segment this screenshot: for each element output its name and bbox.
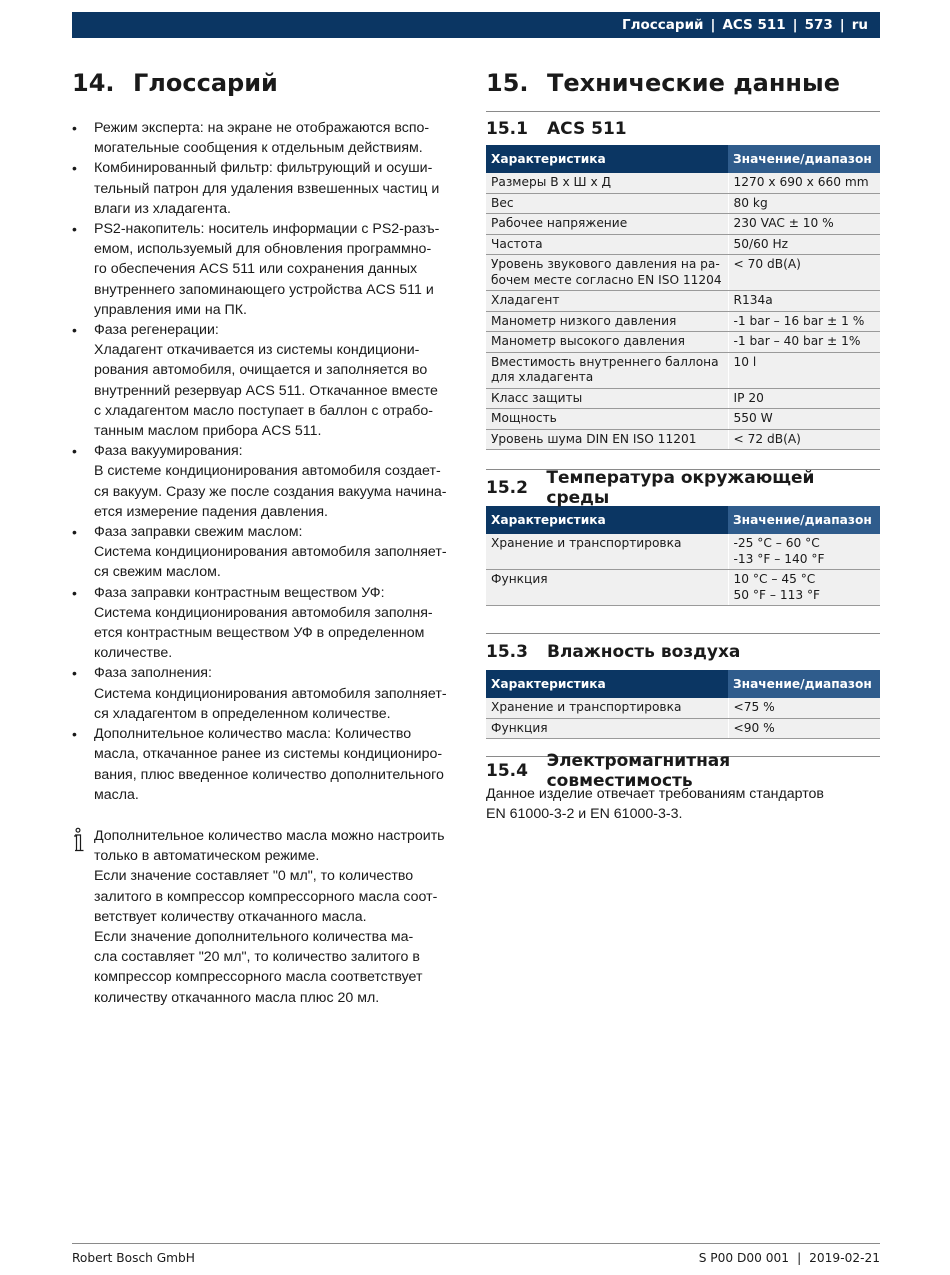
glossary-item-line: • Дополнительное количество масла: Количество (94, 726, 412, 743)
section-title: Температура окружающей среды (546, 468, 815, 508)
glossary-item-line: управления ими на ПК. (94, 301, 247, 318)
glossary-item-line: ся свежим маслом. (94, 564, 221, 581)
cell-characteristic (486, 173, 728, 193)
cell-value (728, 388, 880, 409)
section-heading-15-3 (486, 634, 880, 670)
cell-value (728, 173, 880, 193)
glossary-item-line: ся вакуум. Сразу же после создания вакуума начина- (94, 483, 447, 500)
glossary-item (72, 441, 468, 522)
glossary-item-line: могательные сообщения к отдельным действиям. (94, 140, 423, 157)
glossary-item-line: с хладагентом масло поступает в баллон с отрабо- (94, 402, 434, 419)
info-note (72, 826, 468, 1008)
glossary-item-line: масла. (94, 786, 139, 803)
glossary-item-line: • Фаза регенерации: (94, 322, 219, 339)
cell-text: 10 l (733, 354, 757, 369)
cell-text: -25 °C – 60 °C (733, 536, 820, 550)
header-page-number: 573 (804, 17, 833, 33)
cell-text: Вес (491, 195, 514, 210)
cell-text: Вместимость внутреннего баллона (491, 354, 719, 369)
chapter-number: 14. (72, 69, 115, 97)
column-header-value: Значение/диапазон (728, 145, 880, 173)
cell-text: <90 % (733, 720, 775, 735)
cell-characteristic (486, 429, 728, 450)
glossary-item-line: ется измерение падения давления. (94, 503, 328, 520)
cell-value (728, 570, 880, 606)
table-row (486, 388, 880, 409)
glossary-item-line: В системе кондиционирования автомобиля создает- (94, 463, 441, 480)
chapter-title: Технические данные (547, 69, 840, 97)
glossary-item (72, 118, 468, 158)
note-line: сла составляет "20 мл", то количество залитого в (94, 949, 420, 966)
cell-text: -1 bar – 16 bar ± 1 % (733, 313, 865, 328)
cell-text: 80 kg (733, 195, 768, 210)
table-row (486, 534, 880, 570)
table-row (486, 234, 880, 255)
table-row (486, 255, 880, 291)
cell-value (728, 698, 880, 718)
spec-table-air-humidity (486, 670, 880, 739)
info-icon (72, 827, 88, 853)
cell-characteristic (486, 214, 728, 235)
cell-characteristic (486, 291, 728, 312)
glossary-item-line: • Фаза заполнения: (94, 665, 212, 682)
glossary-item (72, 663, 468, 724)
cell-value (728, 718, 880, 739)
spec-table-acs511 (486, 145, 880, 450)
cell-value (728, 193, 880, 214)
table-row (486, 173, 880, 193)
table-row (486, 718, 880, 739)
glossary-item-line: влаги из хладагента. (94, 200, 231, 217)
column-header-characteristic: Характеристика (486, 145, 728, 173)
glossary-list (72, 118, 468, 805)
glossary-item-line: вания, плюс введенное количество дополнительного (94, 766, 444, 783)
table-row (486, 214, 880, 235)
cell-text: Хладагент (491, 293, 560, 307)
cell-text: <75 % (733, 700, 775, 714)
cell-text: 230 VAC ± 10 % (733, 216, 834, 230)
cell-text: 1270 x 690 x 660 mm (733, 175, 869, 189)
glossary-item-line: внутренний резервуар ACS 511. Откачанное вместе (94, 382, 438, 399)
cell-value (728, 409, 880, 430)
cell-text: 50/60 Hz (733, 236, 789, 251)
cell-text: IP 20 (733, 390, 764, 405)
glossary-item (72, 219, 468, 320)
section-number: 15.4 (486, 760, 528, 781)
section-number: 15.1 (486, 118, 528, 139)
cell-text: Мощность (491, 411, 557, 425)
footer-company: Robert Bosch GmbH (72, 1251, 195, 1265)
table-row (486, 570, 880, 606)
cell-characteristic (486, 255, 728, 291)
table-row (486, 332, 880, 353)
header-product: ACS 511 (722, 17, 786, 33)
glossary-item-line: емом, используемый для обновления программно- (94, 241, 432, 258)
section-heading-15-1 (486, 112, 880, 145)
section-title: Электромагнитная совместимость (546, 750, 731, 791)
cell-value (728, 352, 880, 388)
cell-text: Размеры В x Ш x Д (491, 175, 612, 189)
cell-text: Класс защиты (491, 390, 583, 405)
cell-value (728, 534, 880, 570)
glossary-item-line: танным маслом прибора ACS 511. (94, 423, 322, 440)
header-language: ru (851, 17, 868, 33)
column-header-value: Значение/диапазон (728, 670, 880, 698)
glossary-item-line: внутреннего запоминающего устройства ACS 511 и (94, 281, 434, 298)
table-row (486, 193, 880, 214)
note-line: ветствует количеству откачанного масла. (94, 908, 367, 925)
cell-characteristic (486, 352, 728, 388)
glossary-item (72, 320, 468, 441)
cell-text: Рабочее напряжение (491, 216, 628, 230)
info-note-text (94, 826, 468, 1008)
glossary-item (72, 158, 468, 219)
cell-text: Уровень шума DIN EN ISO 11201 (491, 431, 697, 446)
glossary-item-line: го обеспечения ACS 511 или сохранения данных (94, 261, 418, 278)
table-header-row (486, 670, 880, 698)
note-line: залитого в компрессор компрессорного масла соот- (94, 888, 438, 905)
cell-value (728, 332, 880, 353)
cell-text: R134a (733, 293, 773, 307)
note-line: Если значение дополнительного количества ма- (94, 928, 414, 945)
cell-text: Функция (491, 572, 548, 586)
glossary-item-line: • PS2-накопитель: носитель информации с PS2-разъ- (94, 221, 440, 238)
table-row (486, 698, 880, 718)
cell-value (728, 311, 880, 332)
emc-statement (486, 784, 880, 824)
section-number: 15.3 (486, 642, 528, 662)
glossary-item-line: • Фаза вакуумирования: (94, 443, 243, 460)
header-section: Глоссарий (622, 17, 704, 33)
cell-text: бочем месте согласно EN ISO 11204 (491, 272, 722, 287)
glossary-item (72, 724, 468, 805)
footer-divider (72, 1243, 880, 1244)
footer-separator: | (797, 1251, 802, 1265)
table-row (486, 311, 880, 332)
cell-text: 10 °C – 45 °C (733, 572, 816, 586)
column-header-characteristic: Характеристика (486, 670, 728, 698)
note-line: только в автоматическом режиме. (94, 848, 320, 865)
cell-text: Манометр высокого давления (491, 334, 685, 348)
cell-value (728, 429, 880, 450)
cell-characteristic (486, 388, 728, 409)
header-separator: | (792, 17, 798, 33)
section-title: Влажность воздуха (547, 642, 741, 662)
glossary-item-line: • Комбинированный фильтр: фильтрующий и осуши- (94, 160, 433, 177)
glossary-item-line: Хладагент откачивается из системы кондициони- (94, 342, 420, 359)
cell-text: < 72 dB(A) (733, 431, 801, 446)
chapter-number: 15. (486, 69, 529, 97)
cell-value (728, 234, 880, 255)
table-row (486, 291, 880, 312)
glossary-heading (72, 64, 468, 102)
cell-text: Манометр низкого давления (491, 313, 677, 328)
glossary-item-line: • Режим эксперта: на экране не отображаются вспо- (94, 120, 430, 136)
glossary-item (72, 522, 468, 583)
cell-text: 550 W (733, 411, 773, 425)
cell-text: -13 °F – 140 °F (733, 551, 825, 566)
cell-text: < 70 dB(A) (733, 257, 801, 271)
table-row (486, 409, 880, 430)
cell-characteristic (486, 718, 728, 739)
glossary-item-line: масла, откачанное ранее из системы кондициониро- (94, 746, 443, 763)
note-line: количеству откачанного масла плюс 20 мл. (94, 989, 380, 1006)
chapter-title: Глоссарий (133, 69, 278, 97)
cell-text: для хладагента (491, 370, 594, 384)
cell-characteristic (486, 193, 728, 214)
note-line: Дополнительное количество масла можно настроить (94, 827, 445, 844)
cell-characteristic (486, 570, 728, 606)
cell-text: Функция (491, 720, 548, 735)
glossary-item-line: Система кондиционирования автомобиля заполня- (94, 604, 433, 621)
glossary-item-line: • Фаза заправки контрастным веществом УФ: (94, 584, 385, 601)
cell-text: 50 °F – 113 °F (733, 587, 821, 602)
spec-table-ambient-temperature (486, 506, 880, 606)
cell-characteristic (486, 234, 728, 255)
text-line: Данное изделие отвечает требованиям стандартов (486, 786, 824, 802)
footer-date: 2019-02-21 (809, 1251, 880, 1265)
table-row (486, 429, 880, 450)
glossary-item-line: • Фаза заправки свежим маслом: (94, 524, 303, 541)
glossary-item-line: Система кондиционирования автомобиля заполняет- (94, 544, 447, 561)
cell-text: Хранение и транспортировка (491, 700, 682, 714)
table-row (486, 352, 880, 388)
cell-text: Частота (491, 236, 543, 251)
page-header-bar (72, 12, 880, 38)
header-separator: | (710, 17, 716, 33)
cell-text: Уровень звукового давления на ра- (491, 257, 720, 271)
tech-data-heading (486, 64, 880, 102)
text-line: EN 61000-3-2 и EN 61000-3-3. (486, 806, 683, 823)
column-header-value: Значение/диапазон (728, 506, 880, 534)
cell-characteristic (486, 409, 728, 430)
cell-characteristic (486, 534, 728, 570)
note-line: компрессор компрессорного масла соответствует (94, 969, 423, 986)
cell-characteristic (486, 311, 728, 332)
glossary-item-line: тельный патрон для удаления взвешенных частиц и (94, 180, 440, 197)
section-heading-15-2 (486, 470, 880, 506)
cell-characteristic (486, 698, 728, 718)
cell-text: Хранение и транспортировка (491, 536, 682, 550)
cell-value (728, 291, 880, 312)
table-header-row (486, 145, 880, 173)
glossary-item-line: ется контрастным веществом УФ в определенном (94, 625, 425, 642)
glossary-column (72, 64, 468, 1008)
footer-doc-info (699, 1251, 880, 1265)
glossary-item-line: ся хладагентом в определенном количестве. (94, 705, 391, 722)
glossary-item (72, 583, 468, 664)
glossary-item-line: Система кондиционирования автомобиля заполняет- (94, 685, 447, 702)
tech-data-column (486, 64, 880, 824)
cell-characteristic (486, 332, 728, 353)
cell-value (728, 214, 880, 235)
cell-text: -1 bar – 40 bar ± 1% (733, 334, 861, 348)
cell-value (728, 255, 880, 291)
section-title: ACS 511 (547, 118, 627, 139)
glossary-item-line: количестве. (94, 645, 173, 662)
section-number: 15.2 (486, 478, 528, 498)
table-header-row (486, 506, 880, 534)
header-separator: | (839, 17, 845, 33)
glossary-item-line: рования автомобиля, очищается и заполняется во (94, 362, 428, 379)
column-header-characteristic: Характеристика (486, 506, 728, 534)
footer-document-number: S P00 D00 001 (698, 1251, 790, 1265)
note-line: Если значение составляет "0 мл", то количество (94, 868, 414, 885)
section-heading-15-4 (486, 750, 880, 791)
